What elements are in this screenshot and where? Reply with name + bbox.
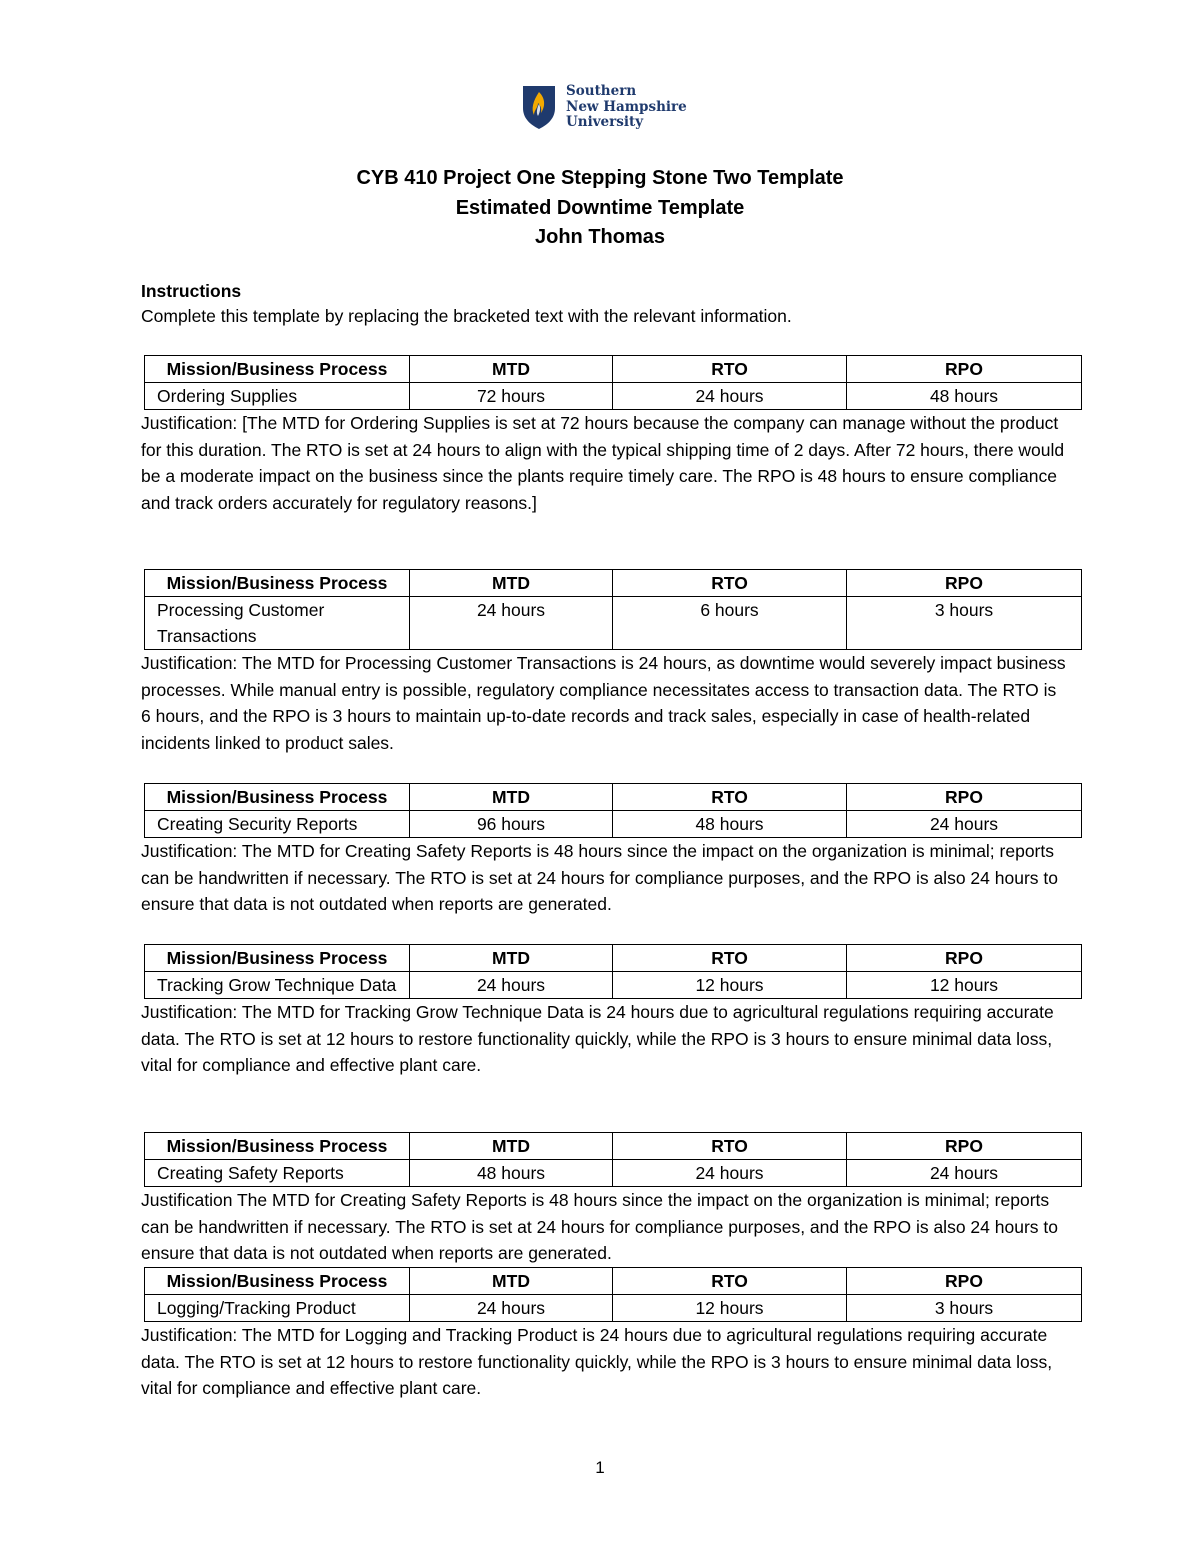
logo-line-2: New Hampshire — [566, 98, 687, 115]
downtime-table — [144, 944, 1082, 999]
cell-mtd: 24 hours — [410, 1295, 613, 1322]
header-process: Mission/Business Process — [145, 1133, 410, 1160]
downtime-section-grow-technique — [141, 944, 1081, 1079]
cell-rpo: 48 hours — [847, 383, 1082, 410]
cell-process: Creating Safety Reports — [145, 1160, 410, 1187]
justification-text: Justification: The MTD for Creating Safety Reports is 48 hours since the impact on the organization is minimal; reports can be handwritten if necessary. The RTO is set at 24 hours for compliance purposes, and the RPO is also 24 hours to ensure that data is not outdated when reports are generated. — [141, 841, 1058, 915]
instructions — [141, 279, 1081, 329]
cell-rpo: 24 hours — [847, 811, 1082, 838]
table-header-row — [145, 570, 1082, 597]
cell-rpo: 3 hours — [847, 1295, 1082, 1322]
header-process: Mission/Business Process — [145, 356, 410, 383]
cell-mtd: 96 hours — [410, 811, 613, 838]
downtime-section-processing-transactions — [141, 569, 1081, 757]
header-rto: RTO — [613, 356, 847, 383]
cell-rto: 24 hours — [613, 1160, 847, 1187]
cell-process: Processing Customer Transactions — [145, 597, 410, 650]
header-rto: RTO — [613, 1133, 847, 1160]
cell-process: Creating Security Reports — [145, 811, 410, 838]
page-number: 1 — [595, 1458, 605, 1477]
table-header-row — [145, 1133, 1082, 1160]
table-header-row — [145, 356, 1082, 383]
header-rto: RTO — [613, 570, 847, 597]
table-row — [145, 597, 1082, 650]
header-rpo: RPO — [847, 784, 1082, 811]
downtime-table — [144, 569, 1082, 650]
downtime-table — [144, 783, 1082, 838]
header-rpo: RPO — [847, 1133, 1082, 1160]
header-process: Mission/Business Process — [145, 784, 410, 811]
downtime-table — [144, 355, 1082, 410]
instructions-text: Complete this template by replacing the bracketed text with the relevant information. — [141, 306, 792, 326]
cell-process: Ordering Supplies — [145, 383, 410, 410]
cell-mtd: 24 hours — [410, 597, 613, 650]
header-process: Mission/Business Process — [145, 945, 410, 972]
cell-rto: 24 hours — [613, 383, 847, 410]
justification-text: Justification: The MTD for Processing Customer Transactions is 24 hours, as downtime would severely impact business processes. While manual entry is possible, regulatory compliance necessitates access to transaction data. The RTO is 6 hours, and the RPO is 3 hours to maintain up-to-date records and track sales, especially in case of health-related incidents linked to product sales. — [141, 653, 1066, 754]
header-mtd: MTD — [410, 1133, 613, 1160]
header-process: Mission/Business Process — [145, 1268, 410, 1295]
downtime-section-security-reports — [141, 783, 1081, 918]
table-header-row — [145, 1268, 1082, 1295]
header-process: Mission/Business Process — [145, 570, 410, 597]
downtime-table — [144, 1267, 1082, 1322]
header-rpo: RPO — [847, 570, 1082, 597]
cell-rto: 12 hours — [613, 972, 847, 999]
table-row — [145, 1295, 1082, 1322]
cell-process: Logging/Tracking Product — [145, 1295, 410, 1322]
header-mtd: MTD — [410, 356, 613, 383]
title-line-3: John Thomas — [534, 226, 665, 248]
table-header-row — [145, 784, 1082, 811]
flame-shield-icon — [521, 84, 557, 130]
cell-rpo: 12 hours — [847, 972, 1082, 999]
header-rpo: RPO — [847, 945, 1082, 972]
university-logo — [521, 84, 691, 134]
downtime-section-logging-tracking — [141, 1267, 1081, 1402]
downtime-section-safety-reports — [141, 1132, 1081, 1267]
cell-rto: 48 hours — [613, 811, 847, 838]
header-mtd: MTD — [410, 1268, 613, 1295]
header-mtd: MTD — [410, 945, 613, 972]
document-title — [0, 164, 1200, 253]
justification-text: Justification: The MTD for Tracking Grow Technique Data is 24 hours due to agricultural regulations requiring accurate data. The RTO is set at 12 hours to restore functionality quickly, while the RPO is 3 hours to ensure minimal data loss, vital for compliance and effective plant care. — [141, 1002, 1054, 1076]
instructions-heading: Instructions — [141, 281, 242, 301]
table-row — [145, 383, 1082, 410]
cell-rto: 6 hours — [613, 597, 847, 650]
title-line-2: Estimated Downtime Template — [455, 196, 745, 219]
table-row — [145, 1160, 1082, 1187]
header-rto: RTO — [613, 784, 847, 811]
header-rto: RTO — [613, 945, 847, 972]
cell-mtd: 24 hours — [410, 972, 613, 999]
downtime-table — [144, 1132, 1082, 1187]
header-rpo: RPO — [847, 356, 1082, 383]
cell-rpo: 24 hours — [847, 1160, 1082, 1187]
cell-rto: 12 hours — [613, 1295, 847, 1322]
header-rto: RTO — [613, 1268, 847, 1295]
title-line-1: CYB 410 Project One Stepping Stone Two Template — [356, 167, 844, 189]
table-row — [145, 972, 1082, 999]
cell-process: Tracking Grow Technique Data — [145, 972, 410, 999]
cell-mtd: 48 hours — [410, 1160, 613, 1187]
justification-text: Justification: The MTD for Logging and Tracking Product is 24 hours due to agricultural regulations requiring accurate data. The RTO is set at 12 hours to restore functionality quickly, while the RPO is 3 hours to ensure minimal data loss, vital for compliance and effective plant care. — [141, 1325, 1053, 1399]
table-row — [145, 811, 1082, 838]
logo-line-1: Southern — [566, 83, 637, 99]
header-rpo: RPO — [847, 1268, 1082, 1295]
cell-mtd: 72 hours — [410, 383, 613, 410]
header-mtd: MTD — [410, 570, 613, 597]
justification-text: Justification: [The MTD for Ordering Supplies is set at 72 hours because the company can manage without the product for this duration. The RTO is set at 24 hours to align with the typical shipping time of 2 days. After 72 hours, there would be a moderate impact on the business since the plants require timely care. The RPO is 48 hours to ensure compliance and track orders accurately for regulatory reasons.] — [141, 413, 1065, 514]
header-mtd: MTD — [410, 784, 613, 811]
cell-rpo: 3 hours — [847, 597, 1082, 650]
table-header-row — [145, 945, 1082, 972]
logo-line-3: University — [566, 114, 644, 130]
downtime-section-ordering-supplies — [141, 355, 1081, 517]
justification-text: Justification The MTD for Creating Safety Reports is 48 hours since the impact on the organization is minimal; reports can be handwritten if necessary. The RTO is set at 24 hours for compliance purposes, and the RPO is also 24 hours to ensure that data is not outdated when reports are generated. — [141, 1190, 1058, 1264]
